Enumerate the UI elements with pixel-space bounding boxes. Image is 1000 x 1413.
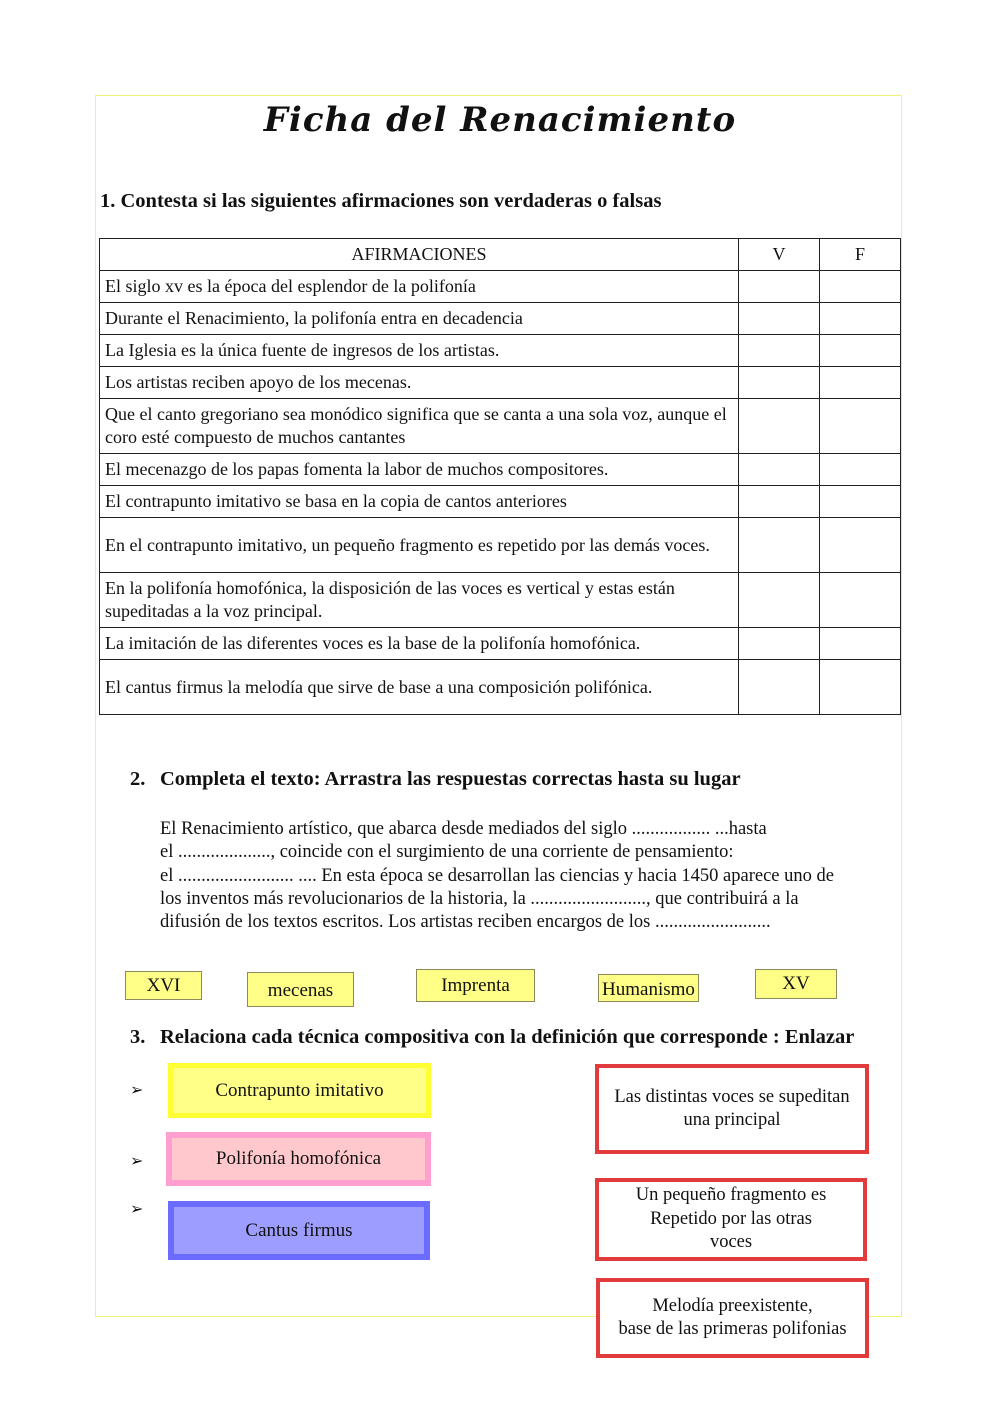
table-row	[100, 660, 901, 715]
table-row	[100, 486, 901, 518]
table-row	[100, 454, 901, 486]
statement: El siglo xv es la época del esplendor de la polifonía	[100, 271, 739, 303]
statement: Que el canto gregoriano sea monódico significa que se canta a una sola voz, aunque el coro esté compuesto de muchos cantantes	[100, 399, 739, 454]
col-statements: AFIRMACIONES	[100, 239, 739, 271]
statement: Durante el Renacimiento, la polifonía entra en decadencia	[100, 303, 739, 335]
statement: La imitación de las diferentes voces es la base de la polifonía homofónica.	[100, 628, 739, 660]
true-cell[interactable]	[739, 486, 820, 518]
answer-chip-humanismo[interactable]: Humanismo	[598, 974, 699, 1002]
definition-line: voces	[709, 1232, 753, 1253]
statement: El contrapunto imitativo se basa en la copia de cantos anteriores	[100, 486, 739, 518]
true-false-table	[99, 238, 901, 715]
true-cell[interactable]	[739, 628, 820, 660]
true-cell[interactable]	[739, 367, 820, 399]
false-cell[interactable]	[820, 518, 901, 573]
false-cell[interactable]	[820, 367, 901, 399]
bullet-arrow-icon: ➢	[130, 1082, 144, 1099]
page-title: Ficha del Renacimiento	[263, 100, 737, 140]
statement: Los artistas reciben apoyo de los mecenas.	[100, 367, 739, 399]
true-cell[interactable]	[739, 399, 820, 454]
section2-heading: Completa el texto: Arrastra las respuestas correctas hasta su lugar	[160, 768, 741, 790]
definition-line: Las distintas voces se supeditan	[614, 1086, 850, 1107]
col-false: F	[820, 239, 901, 271]
true-cell[interactable]	[739, 660, 820, 715]
definition-box-2[interactable]	[595, 1178, 867, 1261]
false-cell[interactable]	[820, 660, 901, 715]
table-row	[100, 628, 901, 660]
bullet-arrow-icon: ➢	[130, 1201, 144, 1218]
text-line: los inventos más revolucionarios de la historia, la ........................., que contribuirá a la	[160, 888, 799, 909]
statement: En el contrapunto imitativo, un pequeño fragmento es repetido por las demás voces.	[100, 518, 739, 573]
table-row	[100, 399, 901, 454]
definition-line: una principal	[683, 1110, 781, 1130]
false-cell[interactable]	[820, 399, 901, 454]
true-cell[interactable]	[739, 303, 820, 335]
table-row	[100, 518, 901, 573]
section3-heading: Relaciona cada técnica compositiva con la definición que corresponde : Enlazar	[160, 1026, 855, 1048]
false-cell[interactable]	[820, 271, 901, 303]
statement: El cantus firmus la melodía que sirve de base a una composición polifónica.	[100, 660, 739, 715]
false-cell[interactable]	[820, 335, 901, 367]
true-cell[interactable]	[739, 271, 820, 303]
true-cell[interactable]	[739, 335, 820, 367]
definition-box-1[interactable]	[595, 1064, 869, 1154]
term-cantus-firmus[interactable]: Cantus firmus	[168, 1201, 430, 1260]
table-header-row	[100, 239, 901, 271]
term-contrapunto-imitativo[interactable]: Contrapunto imitativo	[168, 1063, 431, 1118]
section1-heading: 1. Contesta si las siguientes afirmaciones son verdaderas o falsas	[100, 190, 662, 212]
answer-chip-xv[interactable]: XV	[755, 969, 837, 999]
false-cell[interactable]	[820, 303, 901, 335]
text-line: el ......................... .... En esta época se desarrollan las ciencias y hacia 1450 aparece uno de	[160, 865, 834, 886]
definition-line: Melodía preexistente,	[652, 1295, 813, 1316]
table-row	[100, 367, 901, 399]
statement: En la polifonía homofónica, la disposición de las voces es vertical y estas están supeditadas a la voz principal.	[100, 573, 739, 628]
col-true: V	[739, 239, 820, 271]
table-row	[100, 335, 901, 367]
answer-chip-imprenta[interactable]: Imprenta	[416, 969, 535, 1002]
term-polifonia-homofonica[interactable]: Polifonía homofónica	[166, 1132, 431, 1186]
false-cell[interactable]	[820, 454, 901, 486]
fill-in-text	[160, 818, 900, 934]
definition-line: Un pequeño fragmento es	[635, 1185, 827, 1206]
text-line: El Renacimiento artístico, que abarca desde mediados del siglo ................. ...hasta	[160, 819, 767, 839]
definition-line: Repetido por las otras	[650, 1208, 812, 1229]
definition-line: base de las primeras polifonias	[618, 1319, 847, 1339]
text-line: el ...................., coincide con el surgimiento de una corriente de pensamiento:	[160, 842, 734, 863]
definition-box-3[interactable]	[596, 1278, 869, 1358]
statement: El mecenazgo de los papas fomenta la labor de muchos compositores.	[100, 454, 739, 486]
true-cell[interactable]	[739, 518, 820, 573]
false-cell[interactable]	[820, 628, 901, 660]
true-cell[interactable]	[739, 573, 820, 628]
section3-number: 3.	[130, 1026, 146, 1048]
true-cell[interactable]	[739, 454, 820, 486]
answer-chip-xvi[interactable]: XVI	[125, 971, 202, 1000]
table-row	[100, 573, 901, 628]
table-row	[100, 303, 901, 335]
statement: La Iglesia es la única fuente de ingresos de los artistas.	[100, 335, 739, 367]
text-line: difusión de los textos escritos. Los artistas reciben encargos de los .........................	[160, 912, 771, 933]
bullet-arrow-icon: ➢	[130, 1153, 144, 1170]
section2-number: 2.	[130, 768, 146, 790]
false-cell[interactable]	[820, 486, 901, 518]
table-row	[100, 271, 901, 303]
false-cell[interactable]	[820, 573, 901, 628]
answer-chip-mecenas[interactable]: mecenas	[247, 972, 354, 1007]
